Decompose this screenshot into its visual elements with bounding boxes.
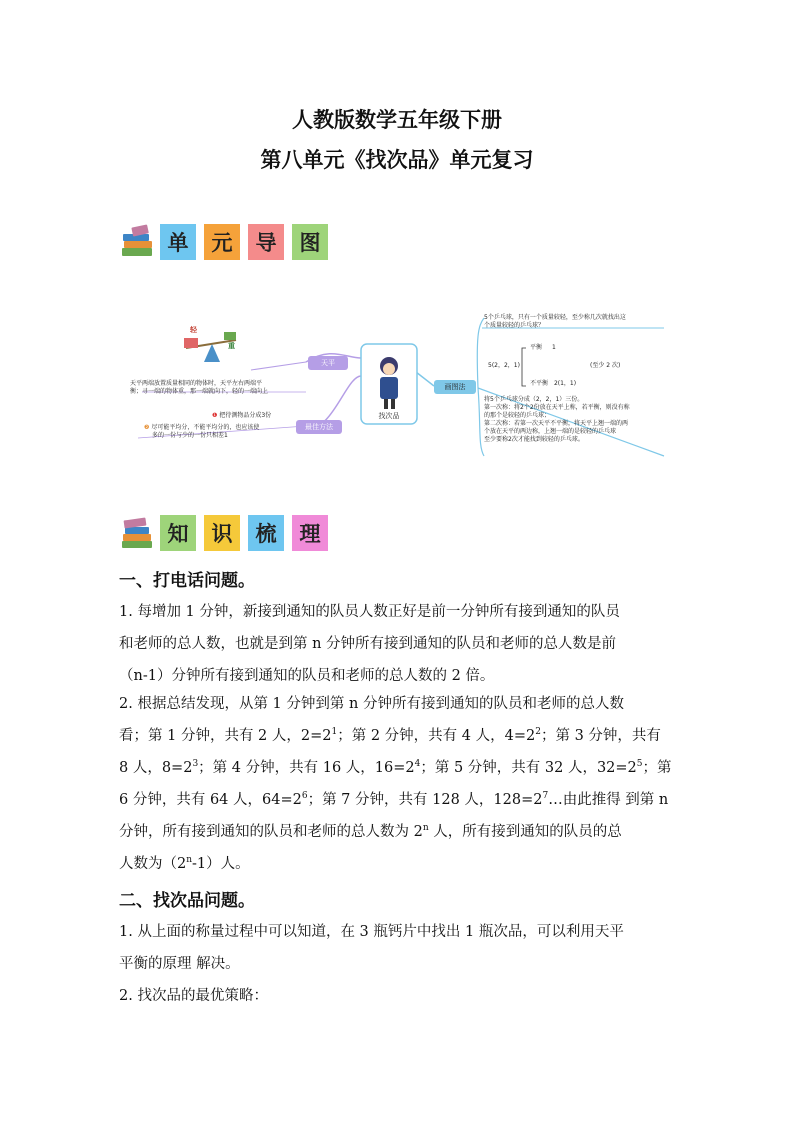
solution-steps: 将5个乒乓球分成（2，2，1）三份。 第一次称：将2个2份放在天平上称，若平衡，则没有称 的那个是较轻的乒乓球； 第二次称：若第一次天平不平衡，将天平上翘一端的两 个放在天平的两边称，上翘一端的是较轻的乒乓球 至少要称2次才能找到较轻的乒乓球。 bbox=[484, 396, 630, 443]
banner-tile: 知 bbox=[160, 515, 196, 551]
document-subtitle: 第八单元《找次品》单元复习 bbox=[260, 148, 534, 172]
unit-map-banner bbox=[120, 222, 336, 262]
diagram-balance: 平衡 1 bbox=[530, 344, 556, 351]
section-heading-phone: 一、打电话问题。 bbox=[119, 571, 255, 591]
banner-tile: 图 bbox=[292, 224, 328, 260]
banner-tile: 理 bbox=[292, 515, 328, 551]
books-icon bbox=[120, 224, 156, 260]
node-balance: 天平 bbox=[308, 356, 348, 370]
section2-paragraph: 1. 从上面的称量过程中可以知道，在 3 瓶钙片中找出 1 瓶次品，可以利用天平 平衡的原理 解决。 2. 找次品的最优策略： bbox=[119, 924, 624, 1004]
heavy-label: 重 bbox=[228, 342, 235, 350]
node-center: 找次品 bbox=[378, 412, 400, 420]
books-icon bbox=[120, 515, 156, 551]
diagram-start: 5(2，2，1) bbox=[488, 362, 520, 369]
banner-tile: 导 bbox=[248, 224, 284, 260]
section1-paragraph-1: 1. 每增加 1 分钟，新接到通知的队员人数正好是前一分钟所有接到通知的队员 和老师的总人数，也就是到第 n 分钟所有接到通知的队员和老师的总人数是前 （n-1）分钟所有接到通知的队员和老师的总人数的 2 倍。 bbox=[119, 604, 620, 684]
diagram-at-least: (至少 2 次) bbox=[590, 362, 621, 369]
section1-paragraph-2: 2. 根据总结发现，从第 1 分钟到第 n 分钟所有接到通知的队员和老师的总人数 看；第 1 分钟，共有 2 人，$2=2^1$；第 2 分钟，共有 4 人，$4=2^2$；第 3 分钟，共有 8 人，$8=2^3$；第 4 分钟，共有 16 人，$16=2^4$；第 5 分钟，共有 32 人，$32=2^5$；第 6 分钟，共有 64 人，$64=2^6$；第 7 分钟，共有 128 人，$128=2^7\dots$由此推得 到第 n 分钟，所有接到通知的队员和老师的总人数为 2$^n$ 人，所有接到通知的队员的总 人数为（2$^n$-1）人。 bbox=[119, 696, 672, 872]
section-heading-defective: 二、找次品问题。 bbox=[119, 891, 255, 911]
banner-tile: 单 bbox=[160, 224, 196, 260]
problem-text: 5个乒乓球，只有一个质量较轻，至少称几次就找出这 个质量较轻的乒乓球？ bbox=[484, 314, 626, 329]
node-best-method: 最佳方法 bbox=[296, 420, 342, 434]
banner-tile: 识 bbox=[204, 515, 240, 551]
node-diagram-method: 画图法 bbox=[434, 380, 476, 394]
document-title: 人教版数学五年级下册 bbox=[292, 108, 502, 132]
tip-1: ❶ 把待测物品分成3份 bbox=[212, 412, 272, 419]
light-label: 轻 bbox=[190, 326, 197, 334]
tip-2: ❷ 尽可能平均分，不能平均分的，也应该使 多的一份与少的一份只相差1 bbox=[144, 424, 260, 439]
mind-map bbox=[116, 306, 672, 466]
banner-tile: 梳 bbox=[248, 515, 284, 551]
banner-tile: 元 bbox=[204, 224, 240, 260]
knowledge-banner bbox=[120, 513, 336, 553]
diagram-unbalance: 不平衡 2(1，1) bbox=[530, 380, 577, 387]
scale-description: 天平两端放置质量相同的物体时，天平左右两端平 衡；寻一端的物体重，那一端就向下，轻的一端向上 bbox=[130, 380, 269, 395]
